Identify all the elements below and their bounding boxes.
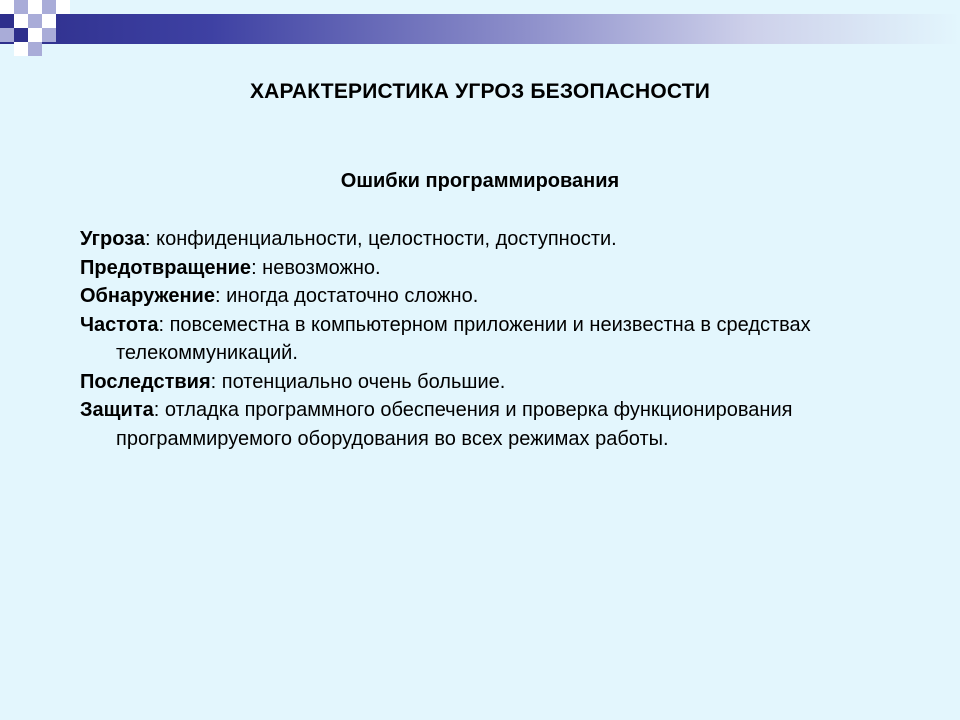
slide-title: ХАРАКТЕРИСТИКА УГРОЗ БЕЗОПАСНОСТИ [249, 80, 711, 103]
characteristics-list [80, 225, 860, 453]
decor-square-white-3 [56, 0, 70, 14]
list-item-prevention [80, 254, 860, 283]
list-item-detection [80, 282, 860, 311]
decor-square-light-3 [28, 14, 42, 28]
decor-square-white-1 [0, 0, 14, 14]
decor-square-dark-1 [0, 14, 14, 28]
decor-square-light-1 [14, 0, 28, 14]
item-term: Предотвращение [80, 256, 252, 279]
decor-square-white-7 [14, 42, 28, 56]
decor-square-dark-2 [14, 28, 28, 42]
item-text: : иногда достаточно сложно. [214, 285, 479, 307]
item-term: Частота [80, 313, 159, 336]
item-text: : невозможно. [251, 256, 381, 279]
item-text: : потенциально очень большие. [210, 370, 506, 393]
item-term: Последствия [80, 370, 211, 393]
decor-square-white-4 [14, 14, 28, 28]
decor-square-light-6 [28, 42, 42, 56]
decor-square-white-5 [42, 14, 56, 28]
decor-square-white-2 [28, 0, 42, 14]
decor-square-light-4 [0, 28, 14, 42]
list-item-consequences [80, 368, 860, 397]
item-text: : повсеместна в компьютерном приложении и неизвестна в средствах телекоммуникаций. [116, 313, 811, 364]
slide-subtitle: Ошибки программирования [340, 170, 620, 192]
list-item-frequency [80, 311, 860, 368]
item-term: Обнаружение [80, 285, 215, 307]
item-term: Угроза [80, 228, 145, 250]
header-gradient-bar [0, 14, 960, 44]
list-item-threat [80, 225, 860, 254]
item-term: Защита [80, 399, 154, 421]
item-text: : отладка программного обеспечения и проверка функционирования программируемого оборудования во всех режимах работы. [116, 399, 793, 450]
decor-square-light-2 [42, 0, 56, 14]
item-text: : конфиденциальности, целостности, доступности. [144, 228, 617, 250]
decor-square-white-6 [28, 28, 42, 42]
decor-square-light-5 [42, 28, 56, 42]
list-item-protection [80, 396, 860, 453]
